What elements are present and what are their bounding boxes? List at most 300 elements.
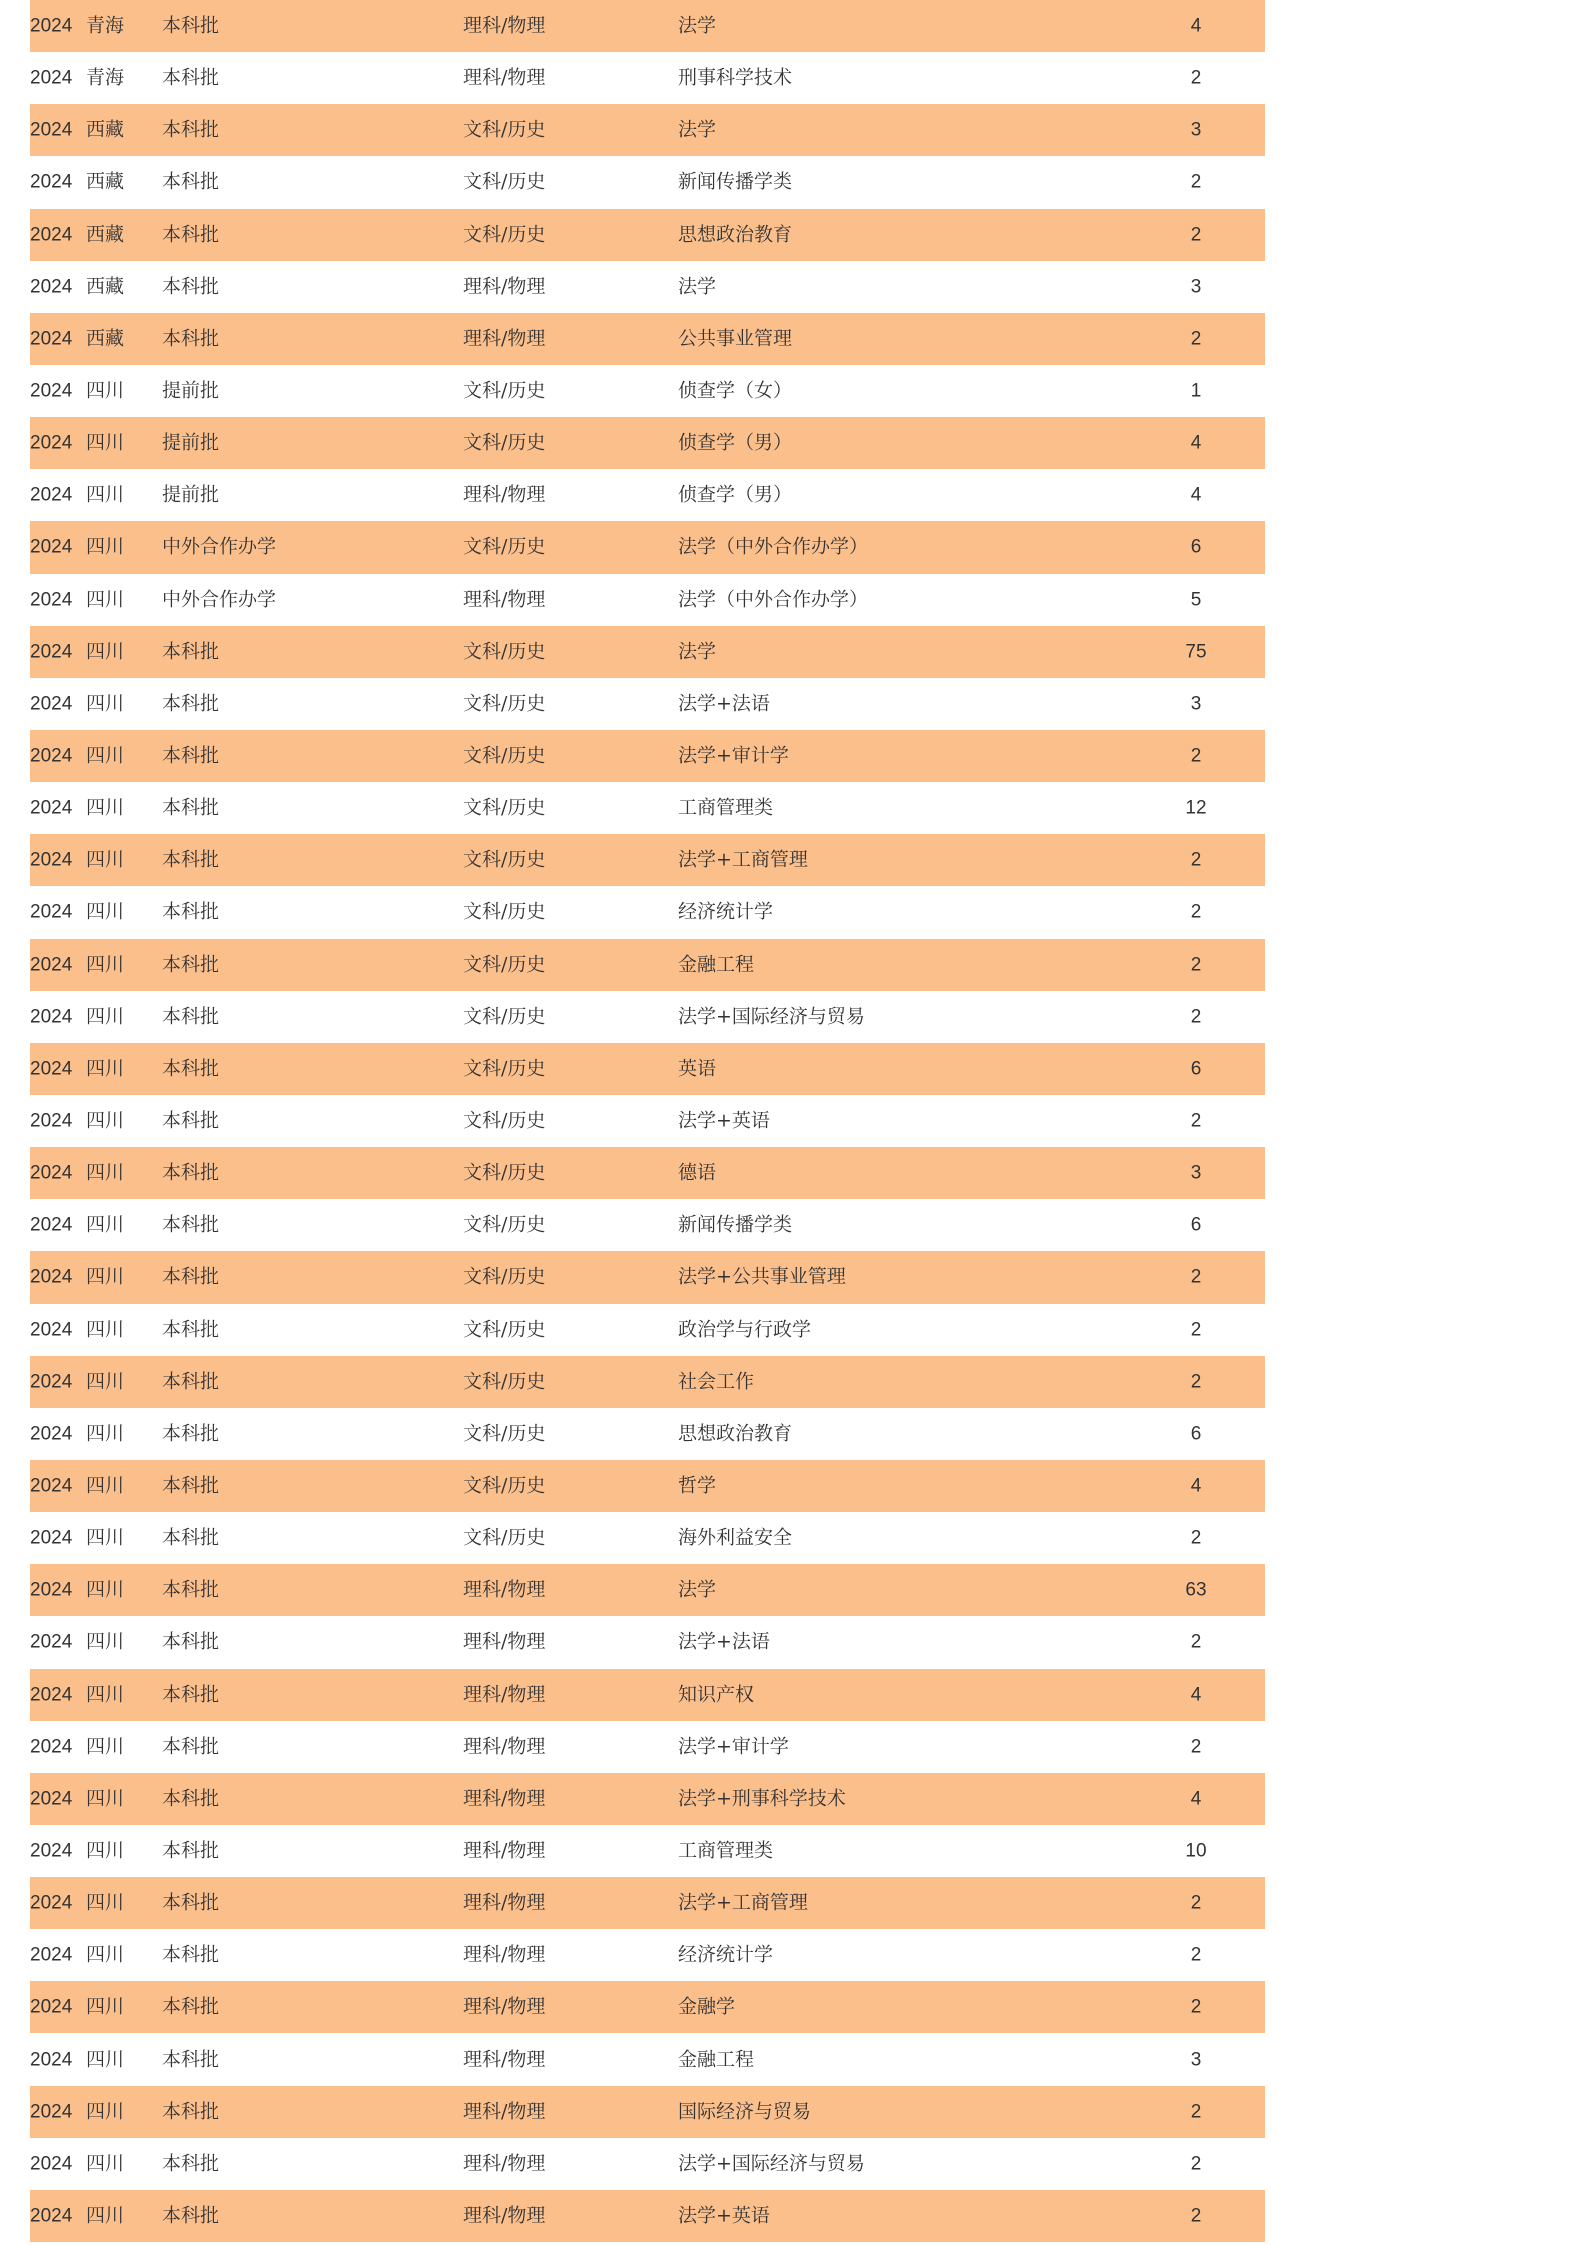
year-cell: 2024 (30, 171, 73, 193)
table-row (30, 991, 1265, 1043)
major-cell: 德语 (678, 1161, 717, 1184)
batch-cell: 本科批 (162, 744, 220, 767)
batch-cell: 本科批 (162, 170, 220, 193)
subject-category-cell: 文科/历史 (463, 796, 546, 819)
subject-category-cell: 文科/历史 (463, 1109, 546, 1132)
year-cell: 2024 (30, 224, 73, 246)
enrollment-count-cell: 5 (1190, 589, 1202, 611)
subject-category-cell: 文科/历史 (463, 1057, 546, 1080)
year-cell: 2024 (30, 2049, 73, 2071)
subject-category-cell: 理科/物理 (463, 1683, 546, 1706)
subject-category-cell: 文科/历史 (463, 1005, 546, 1028)
major-cell: 国际经济与贸易 (678, 2100, 812, 2123)
enrollment-count-cell: 4 (1190, 1684, 1202, 1706)
subject-category-cell: 理科/物理 (463, 2048, 546, 2071)
year-cell: 2024 (30, 2101, 73, 2123)
province-cell: 四川 (86, 1787, 125, 1810)
subject-category-cell: 理科/物理 (463, 1578, 546, 1601)
major-cell: 政治学与行政学 (678, 1318, 812, 1341)
subject-category-cell: 理科/物理 (463, 2204, 546, 2227)
batch-cell: 中外合作办学 (162, 535, 277, 558)
enrollment-count-cell: 2 (1190, 1266, 1202, 1288)
table-row (30, 104, 1265, 156)
year-cell: 2024 (30, 693, 73, 715)
table-row (30, 0, 1265, 52)
subject-category-cell: 理科/物理 (463, 1943, 546, 1966)
enrollment-count-cell: 2 (1190, 1110, 1202, 1132)
year-cell: 2024 (30, 1996, 73, 2018)
subject-category-cell: 文科/历史 (463, 1161, 546, 1184)
enrollment-count-cell: 2 (1190, 67, 1202, 89)
major-cell: 法学+国际经济与贸易 (678, 1005, 865, 1028)
batch-cell: 提前批 (162, 379, 220, 402)
year-cell: 2024 (30, 1266, 73, 1288)
major-cell: 公共事业管理 (678, 327, 793, 350)
major-cell: 新闻传播学类 (678, 1213, 793, 1236)
province-cell: 四川 (86, 900, 125, 923)
province-cell: 四川 (86, 692, 125, 715)
subject-category-cell: 理科/物理 (463, 1995, 546, 2018)
province-cell: 四川 (86, 1318, 125, 1341)
year-cell: 2024 (30, 119, 73, 141)
major-cell: 法学+工商管理 (678, 848, 808, 871)
major-cell: 侦查学（男） (678, 431, 793, 454)
province-cell: 四川 (86, 1735, 125, 1758)
subject-category-cell: 理科/物理 (463, 275, 546, 298)
province-cell: 西藏 (86, 275, 125, 298)
batch-cell: 本科批 (162, 1630, 220, 1653)
enrollment-count-cell: 2 (1190, 901, 1202, 923)
year-cell: 2024 (30, 1319, 73, 1341)
table-row (30, 52, 1265, 104)
major-cell: 法学+国际经济与贸易 (678, 2152, 865, 2175)
batch-cell: 中外合作办学 (162, 588, 277, 611)
enrollment-count-cell: 2 (1190, 1736, 1202, 1758)
subject-category-cell: 理科/物理 (463, 483, 546, 506)
batch-cell: 本科批 (162, 1943, 220, 1966)
province-cell: 四川 (86, 1891, 125, 1914)
year-cell: 2024 (30, 1892, 73, 1914)
enrollment-count-cell: 4 (1190, 432, 1202, 454)
year-cell: 2024 (30, 1214, 73, 1236)
year-cell: 2024 (30, 1371, 73, 1393)
subject-category-cell: 文科/历史 (463, 900, 546, 923)
batch-cell: 本科批 (162, 1735, 220, 1758)
province-cell: 四川 (86, 1370, 125, 1393)
province-cell: 四川 (86, 1422, 125, 1445)
enrollment-count-cell: 2 (1190, 224, 1202, 246)
year-cell: 2024 (30, 1944, 73, 1966)
province-cell: 四川 (86, 640, 125, 663)
subject-category-cell: 文科/历史 (463, 1213, 546, 1236)
batch-cell: 本科批 (162, 1474, 220, 1497)
batch-cell: 本科批 (162, 2048, 220, 2071)
table-row (30, 261, 1265, 313)
subject-category-cell: 文科/历史 (463, 118, 546, 141)
year-cell: 2024 (30, 536, 73, 558)
batch-cell: 本科批 (162, 1057, 220, 1080)
table-row (30, 574, 1265, 626)
batch-cell: 本科批 (162, 66, 220, 89)
table-row (30, 1669, 1265, 1721)
major-cell: 金融工程 (678, 2048, 755, 2071)
subject-category-cell: 文科/历史 (463, 1318, 546, 1341)
table-row (30, 1460, 1265, 1512)
subject-category-cell: 理科/物理 (463, 1839, 546, 1862)
enrollment-count-cell: 2 (1190, 2153, 1202, 2175)
enrollment-count-cell: 3 (1190, 2049, 1202, 2071)
table-row (30, 730, 1265, 782)
table-row (30, 1981, 1265, 2033)
table-row (30, 1408, 1265, 1460)
major-cell: 金融工程 (678, 953, 755, 976)
table-row (30, 1356, 1265, 1408)
province-cell: 四川 (86, 1526, 125, 1549)
year-cell: 2024 (30, 901, 73, 923)
province-cell: 四川 (86, 1630, 125, 1653)
province-cell: 四川 (86, 1578, 125, 1601)
enrollment-count-cell: 1 (1190, 380, 1202, 402)
enrollment-count-cell: 2 (1190, 1006, 1202, 1028)
province-cell: 四川 (86, 2048, 125, 2071)
batch-cell: 本科批 (162, 848, 220, 871)
table-row (30, 313, 1265, 365)
subject-category-cell: 文科/历史 (463, 744, 546, 767)
table-row (30, 834, 1265, 886)
subject-category-cell: 文科/历史 (463, 170, 546, 193)
enrollment-count-cell: 2 (1190, 2205, 1202, 2227)
enrollment-count-cell: 3 (1190, 1162, 1202, 1184)
enrollment-count-cell: 2 (1190, 1371, 1202, 1393)
batch-cell: 本科批 (162, 1318, 220, 1341)
batch-cell: 本科批 (162, 692, 220, 715)
enrollment-count-cell: 3 (1190, 276, 1202, 298)
table-row (30, 886, 1265, 938)
province-cell: 四川 (86, 796, 125, 819)
year-cell: 2024 (30, 432, 73, 454)
enrollment-count-cell: 63 (1185, 1579, 1207, 1601)
year-cell: 2024 (30, 745, 73, 767)
table-row (30, 1147, 1265, 1199)
year-cell: 2024 (30, 641, 73, 663)
enrollment-count-cell: 2 (1190, 1996, 1202, 2018)
batch-cell: 本科批 (162, 1787, 220, 1810)
major-cell: 法学+审计学 (678, 1735, 789, 1758)
major-cell: 法学+英语 (678, 1109, 770, 1132)
table-row (30, 1929, 1265, 1981)
major-cell: 法学+审计学 (678, 744, 789, 767)
batch-cell: 本科批 (162, 1422, 220, 1445)
batch-cell: 本科批 (162, 1526, 220, 1549)
province-cell: 四川 (86, 431, 125, 454)
enrollment-count-cell: 2 (1190, 171, 1202, 193)
major-cell: 侦查学（男） (678, 483, 793, 506)
table-row (30, 1877, 1265, 1929)
year-cell: 2024 (30, 328, 73, 350)
province-cell: 四川 (86, 1995, 125, 2018)
major-cell: 哲学 (678, 1474, 717, 1497)
batch-cell: 本科批 (162, 1161, 220, 1184)
province-cell: 四川 (86, 2100, 125, 2123)
major-cell: 工商管理类 (678, 1839, 774, 1862)
batch-cell: 本科批 (162, 1370, 220, 1393)
table-row (30, 1564, 1265, 1616)
major-cell: 英语 (678, 1057, 717, 1080)
batch-cell: 本科批 (162, 327, 220, 350)
year-cell: 2024 (30, 849, 73, 871)
major-cell: 金融学 (678, 1995, 736, 2018)
province-cell: 四川 (86, 848, 125, 871)
subject-category-cell: 文科/历史 (463, 953, 546, 976)
batch-cell: 本科批 (162, 953, 220, 976)
table-row (30, 1512, 1265, 1564)
major-cell: 法学+法语 (678, 1630, 770, 1653)
batch-cell: 本科批 (162, 1213, 220, 1236)
major-cell: 侦查学（女） (678, 379, 793, 402)
year-cell: 2024 (30, 67, 73, 89)
subject-category-cell: 文科/历史 (463, 1474, 546, 1497)
province-cell: 西藏 (86, 118, 125, 141)
subject-category-cell: 文科/历史 (463, 535, 546, 558)
subject-category-cell: 理科/物理 (463, 1787, 546, 1810)
table-row (30, 2086, 1265, 2138)
major-cell: 法学（中外合作办学） (678, 535, 869, 558)
table-row (30, 521, 1265, 573)
enrollment-count-cell: 2 (1190, 1319, 1202, 1341)
major-cell: 工商管理类 (678, 796, 774, 819)
major-cell: 思想政治教育 (678, 223, 793, 246)
table-row (30, 1251, 1265, 1303)
table-row (30, 1616, 1265, 1668)
major-cell: 经济统计学 (678, 900, 774, 923)
year-cell: 2024 (30, 1579, 73, 1601)
major-cell: 经济统计学 (678, 1943, 774, 1966)
batch-cell: 本科批 (162, 796, 220, 819)
subject-category-cell: 文科/历史 (463, 1370, 546, 1393)
province-cell: 四川 (86, 2152, 125, 2175)
province-cell: 四川 (86, 1265, 125, 1288)
table-row (30, 209, 1265, 261)
major-cell: 思想政治教育 (678, 1422, 793, 1445)
batch-cell: 本科批 (162, 1839, 220, 1862)
enrollment-count-cell: 10 (1185, 1840, 1207, 1862)
province-cell: 青海 (86, 66, 125, 89)
year-cell: 2024 (30, 1423, 73, 1445)
batch-cell: 本科批 (162, 2204, 220, 2227)
year-cell: 2024 (30, 1110, 73, 1132)
province-cell: 四川 (86, 1683, 125, 1706)
enrollment-count-cell: 2 (1190, 1527, 1202, 1549)
year-cell: 2024 (30, 15, 73, 37)
table-row (30, 1773, 1265, 1825)
major-cell: 法学 (678, 118, 717, 141)
province-cell: 四川 (86, 1005, 125, 1028)
year-cell: 2024 (30, 1527, 73, 1549)
province-cell: 四川 (86, 1057, 125, 1080)
enrollment-count-cell: 6 (1190, 1214, 1202, 1236)
year-cell: 2024 (30, 380, 73, 402)
enrollment-count-cell: 2 (1190, 954, 1202, 976)
table-row (30, 1095, 1265, 1147)
subject-category-cell: 理科/物理 (463, 14, 546, 37)
subject-category-cell: 文科/历史 (463, 1422, 546, 1445)
batch-cell: 本科批 (162, 1891, 220, 1914)
enrollment-count-cell: 4 (1190, 1788, 1202, 1810)
province-cell: 四川 (86, 1109, 125, 1132)
enrollment-count-cell: 2 (1190, 1892, 1202, 1914)
table-row (30, 678, 1265, 730)
major-cell: 法学+工商管理 (678, 1891, 808, 1914)
major-cell: 法学+英语 (678, 2204, 770, 2227)
subject-category-cell: 文科/历史 (463, 640, 546, 663)
batch-cell: 本科批 (162, 640, 220, 663)
table-row (30, 782, 1265, 834)
table-row (30, 626, 1265, 678)
subject-category-cell: 理科/物理 (463, 1630, 546, 1653)
year-cell: 2024 (30, 2205, 73, 2227)
year-cell: 2024 (30, 2153, 73, 2175)
subject-category-cell: 理科/物理 (463, 66, 546, 89)
table-row (30, 417, 1265, 469)
table-row (30, 1304, 1265, 1356)
enrollment-count-cell: 2 (1190, 849, 1202, 871)
province-cell: 四川 (86, 1161, 125, 1184)
major-cell: 法学+法语 (678, 692, 770, 715)
batch-cell: 本科批 (162, 14, 220, 37)
subject-category-cell: 文科/历史 (463, 692, 546, 715)
table-row (30, 1199, 1265, 1251)
enrollment-count-cell: 2 (1190, 328, 1202, 350)
enrollment-count-cell: 2 (1190, 1631, 1202, 1653)
year-cell: 2024 (30, 1162, 73, 1184)
major-cell: 法学 (678, 640, 717, 663)
major-cell: 法学 (678, 275, 717, 298)
major-cell: 法学+刑事科学技术 (678, 1787, 846, 1810)
province-cell: 四川 (86, 744, 125, 767)
subject-category-cell: 文科/历史 (463, 1265, 546, 1288)
enrollment-count-cell: 4 (1190, 15, 1202, 37)
year-cell: 2024 (30, 1058, 73, 1080)
enrollment-count-cell: 6 (1190, 536, 1202, 558)
province-cell: 四川 (86, 379, 125, 402)
table-row (30, 2033, 1265, 2085)
year-cell: 2024 (30, 1684, 73, 1706)
table-row (30, 156, 1265, 208)
major-cell: 法学（中外合作办学） (678, 588, 869, 611)
batch-cell: 本科批 (162, 1995, 220, 2018)
enrollment-count-cell: 3 (1190, 119, 1202, 141)
year-cell: 2024 (30, 589, 73, 611)
batch-cell: 本科批 (162, 1265, 220, 1288)
enrollment-count-cell: 12 (1185, 797, 1207, 819)
enrollment-count-cell: 75 (1185, 641, 1207, 663)
table-row (30, 1721, 1265, 1773)
table-row (30, 2190, 1265, 2242)
subject-category-cell: 理科/物理 (463, 1735, 546, 1758)
province-cell: 青海 (86, 14, 125, 37)
batch-cell: 本科批 (162, 1578, 220, 1601)
enrollment-count-cell: 6 (1190, 1058, 1202, 1080)
enrollment-count-cell: 2 (1190, 1944, 1202, 1966)
subject-category-cell: 文科/历史 (463, 1526, 546, 1549)
province-cell: 西藏 (86, 223, 125, 246)
year-cell: 2024 (30, 1840, 73, 1862)
major-cell: 法学 (678, 1578, 717, 1601)
subject-category-cell: 理科/物理 (463, 327, 546, 350)
subject-category-cell: 文科/历史 (463, 379, 546, 402)
province-cell: 四川 (86, 1943, 125, 1966)
enrollment-count-cell: 2 (1190, 745, 1202, 767)
subject-category-cell: 文科/历史 (463, 431, 546, 454)
enrollment-count-cell: 2 (1190, 2101, 1202, 2123)
table-row (30, 365, 1265, 417)
subject-category-cell: 理科/物理 (463, 2100, 546, 2123)
year-cell: 2024 (30, 1631, 73, 1653)
enrollment-count-cell: 3 (1190, 693, 1202, 715)
province-cell: 四川 (86, 953, 125, 976)
batch-cell: 本科批 (162, 118, 220, 141)
major-cell: 新闻传播学类 (678, 170, 793, 193)
major-cell: 海外利益安全 (678, 1526, 793, 1549)
province-cell: 四川 (86, 588, 125, 611)
table-row (30, 2138, 1265, 2190)
province-cell: 四川 (86, 483, 125, 506)
province-cell: 四川 (86, 1213, 125, 1236)
year-cell: 2024 (30, 484, 73, 506)
year-cell: 2024 (30, 276, 73, 298)
batch-cell: 本科批 (162, 2100, 220, 2123)
table-row (30, 1043, 1265, 1095)
major-cell: 刑事科学技术 (678, 66, 793, 89)
enrollment-count-cell: 6 (1190, 1423, 1202, 1445)
batch-cell: 本科批 (162, 275, 220, 298)
table-row (30, 469, 1265, 521)
major-cell: 知识产权 (678, 1683, 755, 1706)
major-cell: 社会工作 (678, 1370, 755, 1393)
major-cell: 法学+公共事业管理 (678, 1265, 846, 1288)
enrollment-table (30, 0, 1265, 2242)
major-cell: 法学 (678, 14, 717, 37)
province-cell: 西藏 (86, 170, 125, 193)
province-cell: 四川 (86, 2204, 125, 2227)
year-cell: 2024 (30, 1788, 73, 1810)
batch-cell: 提前批 (162, 483, 220, 506)
province-cell: 西藏 (86, 327, 125, 350)
subject-category-cell: 文科/历史 (463, 223, 546, 246)
province-cell: 四川 (86, 535, 125, 558)
batch-cell: 本科批 (162, 1005, 220, 1028)
table-row (30, 939, 1265, 991)
year-cell: 2024 (30, 1475, 73, 1497)
batch-cell: 本科批 (162, 223, 220, 246)
batch-cell: 本科批 (162, 1109, 220, 1132)
batch-cell: 提前批 (162, 431, 220, 454)
subject-category-cell: 理科/物理 (463, 1891, 546, 1914)
enrollment-count-cell: 4 (1190, 1475, 1202, 1497)
subject-category-cell: 文科/历史 (463, 848, 546, 871)
subject-category-cell: 理科/物理 (463, 588, 546, 611)
batch-cell: 本科批 (162, 1683, 220, 1706)
year-cell: 2024 (30, 797, 73, 819)
enrollment-count-cell: 4 (1190, 484, 1202, 506)
year-cell: 2024 (30, 1006, 73, 1028)
batch-cell: 本科批 (162, 900, 220, 923)
year-cell: 2024 (30, 1736, 73, 1758)
subject-category-cell: 理科/物理 (463, 2152, 546, 2175)
table-row (30, 1825, 1265, 1877)
year-cell: 2024 (30, 954, 73, 976)
province-cell: 四川 (86, 1839, 125, 1862)
